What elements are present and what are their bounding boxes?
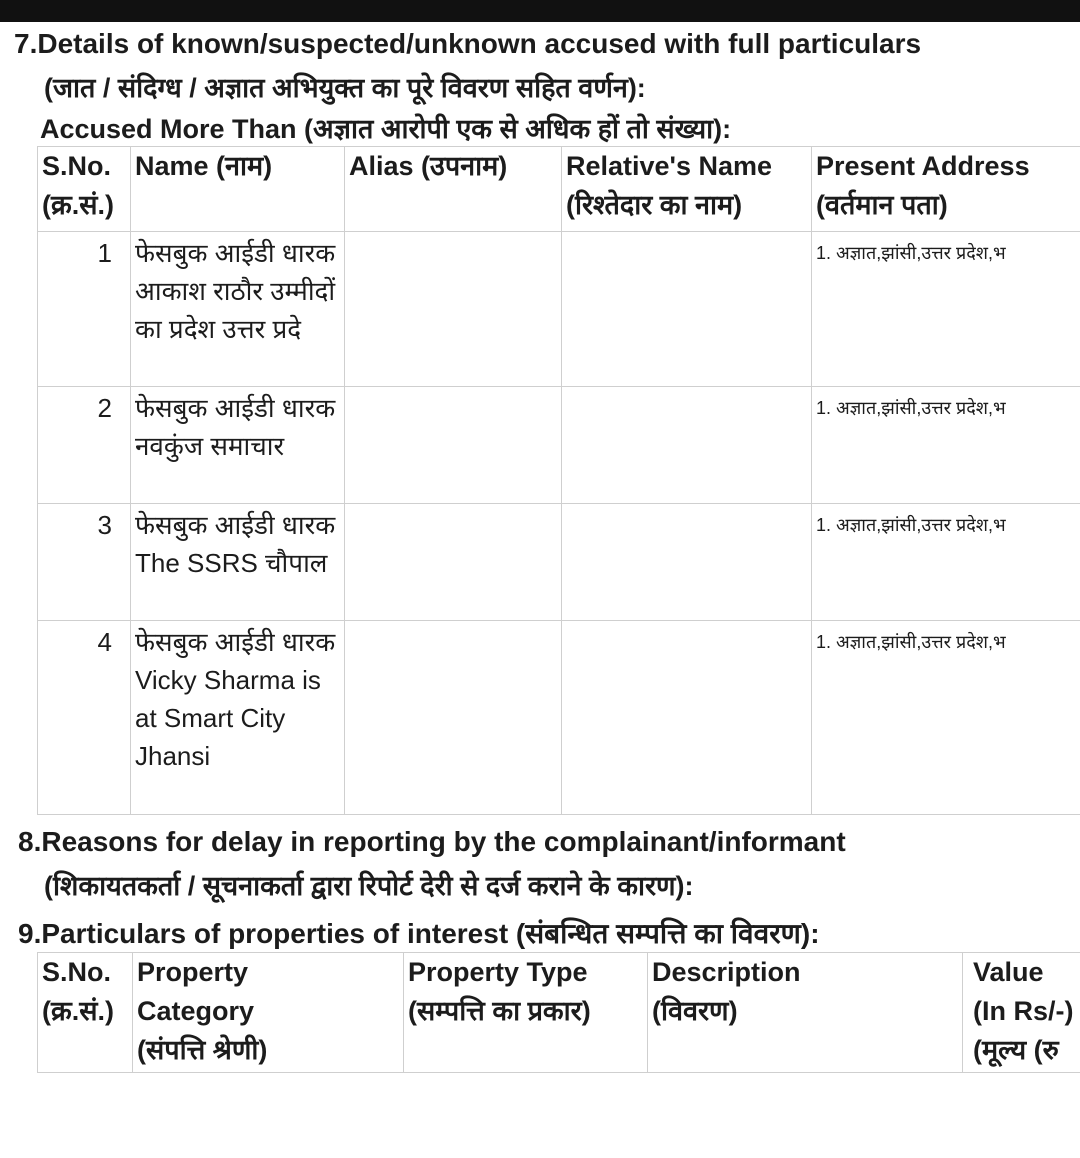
header-sno: S.No. (क्र.सं.) [38, 147, 131, 232]
header-property-sno: S.No. (क्र.सं.) [38, 953, 133, 1073]
row-relative [562, 504, 812, 621]
header-property-type: Property Type (सम्पत्ति का प्रकार) [404, 953, 648, 1073]
row-relative [562, 621, 812, 815]
row-alias [345, 621, 562, 815]
row-alias [345, 387, 562, 504]
section-7-title: 7.Details of known/suspected/unknown accused with full particulars [14, 28, 922, 59]
table-row [38, 504, 1080, 621]
row-sno: 3 [38, 504, 131, 621]
section-9-title: 9.Particulars of properties of interest (संबन्धित सम्पत्ति का विवरण): [18, 918, 820, 949]
accused-table [37, 146, 1080, 815]
row-name: फेसबुक आईडी धारक The SSRS चौपाल [131, 504, 345, 621]
row-address: 1. अज्ञात,झांसी,उत्तर प्रदेश,भ [812, 504, 1080, 621]
row-relative [562, 232, 812, 387]
row-name: फेसबुक आईडी धारक आकाश राठौर उम्मीदों का प्रदेश उत्तर प्रदे [131, 232, 345, 387]
section-8-title: 8.Reasons for delay in reporting by the complainant/informant [18, 826, 846, 857]
header-address: Present Address (वर्तमान पता) [812, 147, 1080, 232]
accused-table-header [38, 147, 1080, 232]
table-row [38, 232, 1080, 387]
property-table [37, 952, 1080, 1073]
top-bar [0, 0, 1080, 22]
table-row [38, 387, 1080, 504]
property-table-header [38, 953, 1080, 1073]
header-property-category: Property Category (संपत्ति श्रेणी) [133, 953, 404, 1073]
section-8-subtitle: (शिकायतकर्ता / सूचनाकर्ता द्वारा रिपोर्ट देरी से दर्ज कराने के कारण): [44, 871, 694, 901]
row-sno: 1 [38, 232, 131, 387]
row-name: फेसबुक आईडी धारक Vicky Sharma is at Smart City Jhansi [131, 621, 345, 815]
table-row [38, 621, 1080, 815]
row-address: 1. अज्ञात,झांसी,उत्तर प्रदेश,भ [812, 387, 1080, 504]
header-relative: Relative's Name (रिश्तेदार का नाम) [562, 147, 812, 232]
row-alias [345, 504, 562, 621]
header-property-description: Description (विवरण) [648, 953, 963, 1073]
row-sno: 2 [38, 387, 131, 504]
header-name: Name (नाम) [131, 147, 345, 232]
header-property-value: Value (In Rs/-) (मूल्य (रु [963, 953, 1080, 1073]
row-name: फेसबुक आईडी धारक नवकुंज समाचार [131, 387, 345, 504]
row-address: 1. अज्ञात,झांसी,उत्तर प्रदेश,भ [812, 621, 1080, 815]
row-alias [345, 232, 562, 387]
section-7-subtitle: (जात / संदिग्ध / अज्ञात अभियुक्त का पूरे विवरण सहित वर्णन): [44, 73, 646, 103]
row-relative [562, 387, 812, 504]
row-sno: 4 [38, 621, 131, 815]
accused-more-than-label: Accused More Than (अज्ञात आरोपी एक से अधिक हों तो संख्या): [40, 114, 732, 144]
header-alias: Alias (उपनाम) [345, 147, 562, 232]
row-address: 1. अज्ञात,झांसी,उत्तर प्रदेश,भ [812, 232, 1080, 387]
